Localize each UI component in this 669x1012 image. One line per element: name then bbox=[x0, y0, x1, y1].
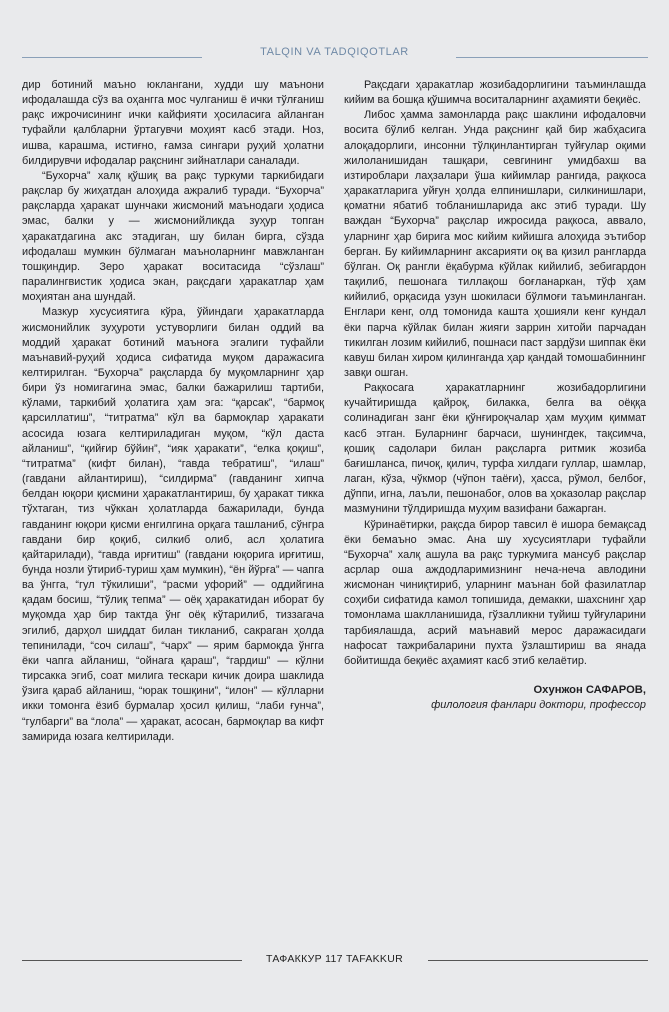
running-footer: ТАФАККУР 117 TAFAKKUR bbox=[265, 953, 404, 965]
paragraph: Либос ҳамма замонларда рақс шаклини ифодаловчи восита бўлиб келган. Унда рақснинг қай бир жабҳасига алоқадорлиги, инсонни тўлқинлантирган туйғулар оқими жилоланишидан ташқари, севгининг умидбахш ва изтироблари лаҳзалари ўша кийимлар рангида, рақкоса ҳаракатларига уйғун ҳолда елпинишлари, силкинишлари, қоматни ябатиб тобланишларида акс этиб туради. Шу важдан “Бухорча” рақслар ижросида рақкоса, аввало, уларнинг ҳар бирига мос кийим кийишга алоҳида эътибор берган. Бу кийимларнинг аксарияти оқ ва қизил рангларда бўлган. Оқ рангли ёқабурма кўйлак кийилиб, зебигардон тақилиб, пешонага тиллақош боғланаркан, тўф ҳам кийилиб, орқасида узун шокиласи бўлмоғи таъминланган. Енглари кенг, олд томонида кашта ҳошияли кенг кундал ёки парча кўйлак билан жияги заррин хитойи парчадан тикилган лозим кийилиб, пошнаси паст зардўзи шиппак ёки кавуш билан хиром қилинганда ҳар қандай томошабиннинг завқи ошган. bbox=[344, 109, 646, 379]
right-column bbox=[344, 78, 646, 713]
left-column bbox=[22, 78, 324, 745]
running-header: TALQIN VA TADQIQOTLAR bbox=[260, 46, 409, 58]
paragraph: Рақсдаги ҳаракатлар жозибадорлигини таъминлашда кийим ва бошқа қўшимча воситаларнинг аҳамияти беқиёс. bbox=[344, 79, 646, 107]
header-rule-right bbox=[456, 57, 648, 58]
paragraph: Рақкосага ҳаракатларнинг жозибадорлигини кучайтиришда қайроқ, билакка, белга ва оёққа солинадиган занг ёки қўнғироқчалар ҳам муҳим қиммат касб этган. Буларнинг барчаси, шунингдек, тақсимча, қошиқ садолари билан рақсларга ритмик жозиба бағишланса, пичоқ, қилич, турфа хилдаги гуллар, шамлар, лаган, кўза, чўкмор (чўпон таёғи), ҳасса, рўмол, белбоғ, дўппи, игна, лаъли, пешонабоғ, олов ва ҳоказолар рақслар мазмунини тўлдиришда муҳим вазифани бажарган. bbox=[344, 382, 646, 516]
footer-rule-right bbox=[428, 960, 648, 961]
paragraph: Кўринаётирки, рақсда бирор тавсил ё ишора бемақсад ёки бемаъно эмас. Ана шу хусусиятлари туфайли “Бухорча” халқ ашула ва рақс туркумига мансуб рақслар асрлар оша аждодларимизнинг неча-неча авлодини жисмонан чиниқтириб, уларнинг маънан бой фазилатлар соҳиби сифатида камол топишида, демакки, шахснинг ҳар томонлама шаклланишида, гўзалликни туйиш туйғуларини тарбиялашда, асрий маънавий мерос даражасидаги нафосат тажрибаларини пухта ўзлаштириш ва янада бойитишда беқиёс аҳамият касб этиб келаётир. bbox=[344, 518, 646, 667]
paragraph: “Бухорча” халқ қўшиқ ва рақс туркуми таркибидаги рақслар бу жиҳатдан алоҳида ажралиб туради. “Бухорча” рақсларда ҳаракат шунчаки жисмоний маънодаги ҳодиса эмас, балки у — жисмонийликда зуҳур топган ҳаракатдагина акс этадиган, шу билан бирга, сўзда ифодалаш мумкин бўлмаган маъноларнинг мавжланган тошқиндир. Зеро ҳаракат воситасида “сўзлаш” паралингвистик ҳодиса экан, рақсдаги ҳаракатлар ҳам моҳиятан ана шундай. bbox=[22, 169, 324, 304]
paragraph: дир ботиний маъно юклангани, худди шу маънони ифодалашда сўз ва оҳангга мос чулганиш ё ички тўлғаниш рақс ижрочисининг ички кайфияти ҳосиласига айланган туфайли қалбларни ўртагувчи моҳият касб этади. Ноз, ишва, карашма, истиғно, ғамза сингари руҳий ҳолатни билдирувчи ифодалар рақснинг зийнатлари саналади. bbox=[22, 79, 324, 167]
paragraph: Мазкур хусусиятига кўра, ўйиндаги ҳаракатларда жисмонийлик зуҳуроти устуворлиги билан оддий ва моддий ҳаракат ботиний маъноға эгалиги туфайли маънавий-руҳий ҳодиса сифатида муқом даражасига келтирилган. “Бухорча” рақсларда бу муқомларнинг ҳар бири ўз номигагина эмас, балки бажарилиш тартиби, кўлами, таркибий ҳолатига ҳам эга: “қарсак”, “бармоқ қарсиллатиш”, “титратма” кўл ва бармоқлар ҳаракати асосида юзага келтириладиган муқом, “кўл даста айланиш”, “қийғир бўйин”, “ияк ҳаракати”, “елка қоқиш”, “титратма” (кифт билан), “гавда тебратиш”, “илаш” (гавдани айлантириш), “силдирма” (гавданинг хипча белдан юқори қисмини ҳаракатлантириш, бу ҳаракат тикка тўхтаган, тиз чўккан ҳолатларда бажарилади, бунда гавданинг юқори қисми енгилгина орқага ташланиб, сўнгра гавдани бир қоқиб, силкиб олиб, асл ҳолатига қайтарилади), “гавда ирғитиш” (гавдани юқорига ирғитиш, бунда нозли ўтириб-туриш ҳам мумкин), “ён йўрға” — чапга ва ўнгга, “гул тўкилиши”, “расми уфорий” — оддийгина қадам босиш, “тўлиқ тепма” — оёқ ҳаракатидан иборат бу муқомда ҳар бир тактда ўнг оёқ кўтарилиб, тиззагача эгилиб, дарҳол шиддат билан тикланиб, сакраган ҳолда тепинилади, “соч силаш”, “чарх” — ярим бармоқда ўнгга ёки чапга айланиш, “ойнага қараш”, “гардиш” — кўлни тирсакка эгиб, соат милига тескари кичик доира шаклида ўзига қараб айланиш, “юрак тошқини”, “илон” — кўлларни икки томонга ёзиб бурмалар ҳосил қилиш, “лаби ғунча”, “гулбарги” ва “лола” — ҳаракат, асосан, бармоқлар ва кифт замирида юзага келтирилади. bbox=[22, 306, 324, 743]
author-name: Охунжон САФАРОВ, bbox=[533, 684, 646, 697]
author-credentials: филология фанлари доктори, профессор bbox=[431, 699, 646, 712]
